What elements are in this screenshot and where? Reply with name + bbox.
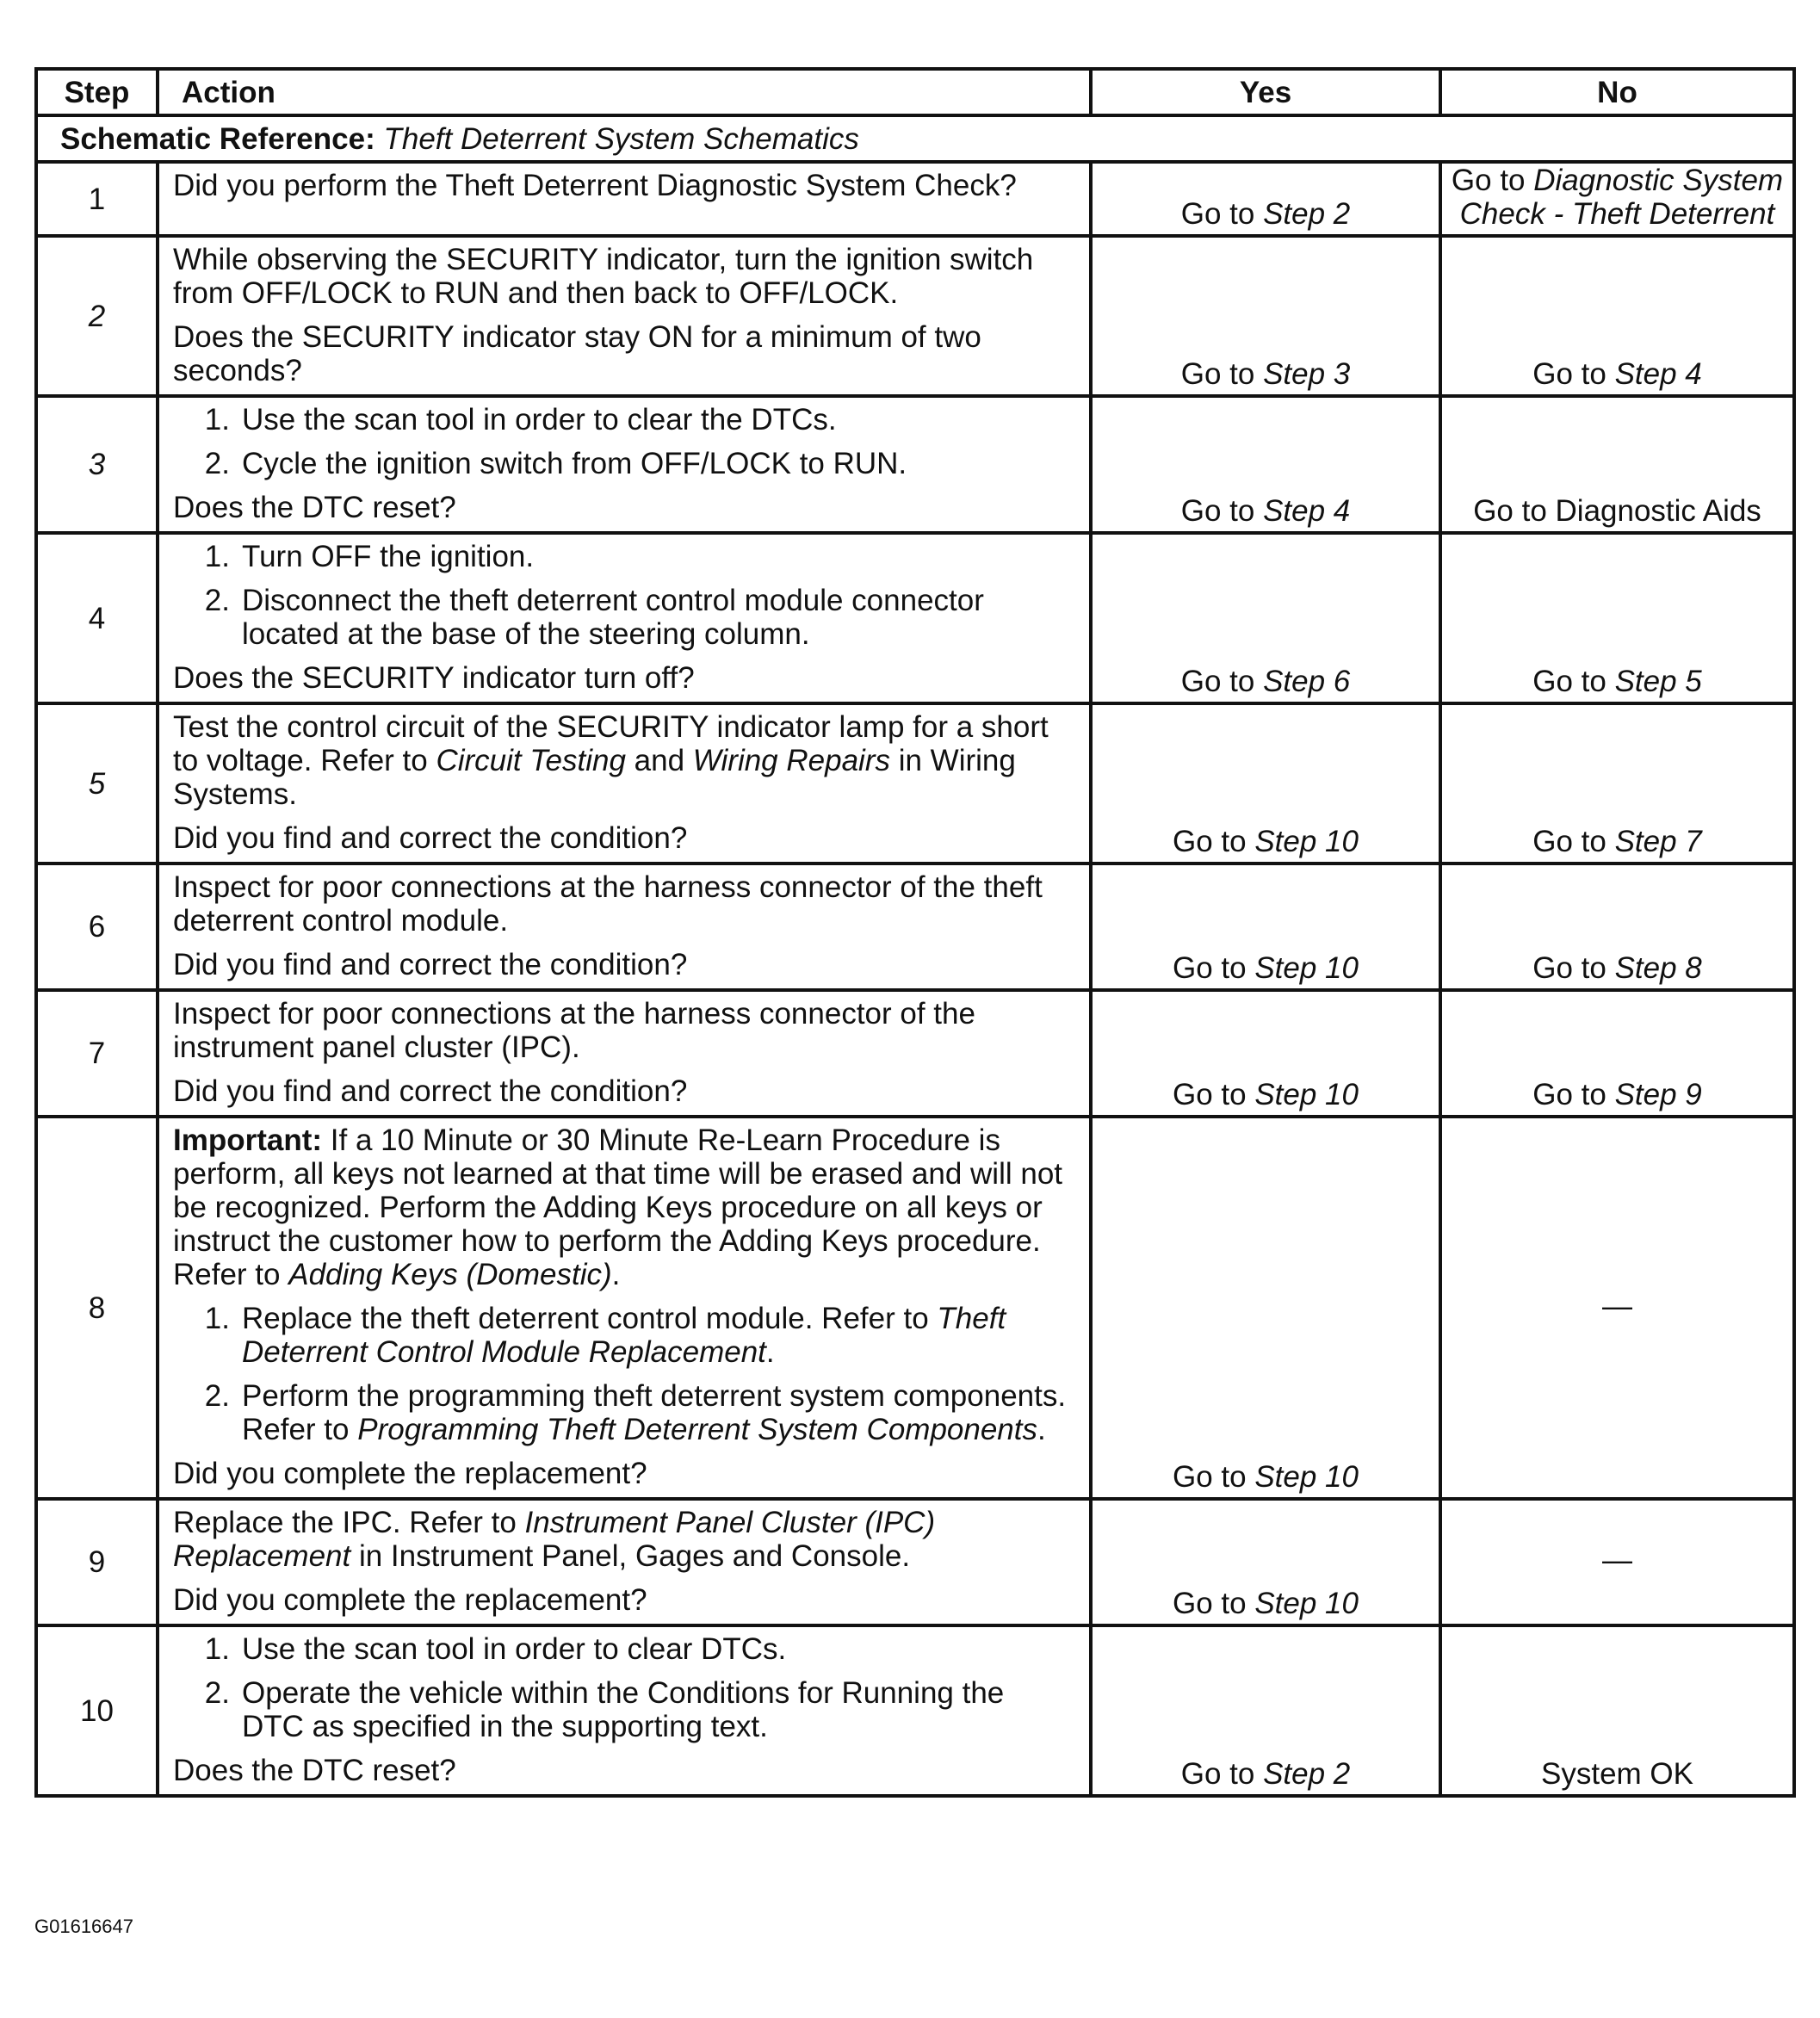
table-row [36, 703, 1794, 864]
reference-text: Step 9 [1614, 1078, 1702, 1111]
action-text [173, 870, 1070, 938]
action-cell [158, 990, 1091, 1117]
list-item [173, 447, 1070, 480]
text-segment: . [611, 1258, 621, 1291]
bold-text: Important: [173, 1124, 323, 1157]
text-segment: Cycle the ignition switch from OFF/LOCK to RUN. [242, 447, 907, 480]
reference-text: Step 4 [1263, 494, 1351, 528]
action-cell [158, 1625, 1091, 1796]
text-segment: Go to [1532, 1078, 1615, 1111]
text-segment: Go to Diagnostic Aids [1473, 494, 1761, 528]
no-cell [1440, 162, 1794, 236]
list-number: 2. [204, 584, 230, 617]
step-number-text: 8 [88, 1291, 106, 1325]
no-cell [1440, 1117, 1794, 1499]
table-row [36, 236, 1794, 396]
no-cell [1440, 236, 1794, 396]
reference-text: Step 4 [1614, 357, 1702, 391]
step-number [36, 990, 158, 1117]
yes-cell [1091, 1625, 1440, 1796]
text-segment: Go to [1173, 1587, 1255, 1620]
text-segment: in Instrument Panel, Gages and Console. [350, 1539, 911, 1573]
text-segment: Go to [1532, 951, 1615, 985]
action-cell [158, 703, 1091, 864]
list-item-text [242, 540, 1070, 573]
yes-cell [1091, 162, 1440, 236]
table-row [36, 1625, 1794, 1796]
list-item [173, 1676, 1070, 1743]
text-segment: Go to [1180, 665, 1264, 698]
step-number-text: 5 [88, 766, 106, 801]
yes-cell [1091, 703, 1440, 864]
schematic-reference-cell [36, 115, 1794, 162]
action-text [173, 661, 1070, 695]
step-number [36, 1625, 158, 1796]
action-text [173, 821, 1070, 855]
reference-text: Step 5 [1614, 665, 1702, 698]
list-item-text [242, 403, 1070, 436]
yes-cell [1091, 1499, 1440, 1625]
no-cell [1440, 1499, 1794, 1625]
table-row [36, 1499, 1794, 1625]
action-text [173, 710, 1070, 811]
text-segment: Does the DTC reset? [173, 491, 456, 524]
reference-text: Adding Keys (Domestic) [288, 1258, 612, 1291]
text-segment: Replace the theft deterrent control module. Refer to [242, 1302, 938, 1335]
schematic-reference-value: Theft Deterrent System Schematics [383, 121, 859, 156]
action-cell [158, 236, 1091, 396]
text-segment: in Wiring Systems. [173, 744, 1016, 811]
action-cell [158, 162, 1091, 236]
text-segment: Test the control circuit of the SECURITY indicator lamp for a short to voltage. Refer to [173, 710, 1049, 777]
reference-text: Programming Theft Deterrent System Components [357, 1413, 1037, 1446]
step-number-text: 1 [88, 182, 106, 216]
step-number [36, 533, 158, 703]
yes-cell [1091, 990, 1440, 1117]
no-cell [1440, 990, 1794, 1117]
step-number [36, 864, 158, 990]
step-number [36, 236, 158, 396]
step-number-text: 6 [88, 910, 106, 944]
reference-text: Step 7 [1614, 825, 1702, 858]
action-text [173, 320, 1070, 387]
text-segment: Go to [1532, 825, 1615, 858]
table-row [36, 1117, 1794, 1499]
step-number [36, 1117, 158, 1499]
no-cell [1440, 703, 1794, 864]
text-segment: Turn OFF the ignition. [242, 540, 535, 573]
step-number-text: 7 [88, 1037, 106, 1070]
yes-cell [1091, 396, 1440, 533]
text-segment: Go to [1173, 825, 1255, 858]
action-text [173, 243, 1070, 310]
reference-text: Circuit Testing [436, 744, 626, 777]
step-number-text: 10 [80, 1693, 114, 1728]
header-row [36, 69, 1794, 115]
text-segment: . [765, 1335, 775, 1369]
text-segment: — [1602, 1289, 1632, 1323]
action-cell [158, 864, 1091, 990]
text-segment: Replace the IPC. Refer to [173, 1506, 525, 1539]
action-text [173, 1074, 1070, 1108]
list-number: 1. [204, 1632, 230, 1666]
action-text [173, 169, 1070, 202]
text-segment: Did you find and correct the condition? [173, 948, 688, 981]
no-cell [1440, 533, 1794, 703]
text-segment: Go to [1180, 357, 1264, 391]
action-cell [158, 396, 1091, 533]
yes-cell [1091, 533, 1440, 703]
list-number: 2. [204, 1379, 230, 1413]
list-item-text [242, 1302, 1070, 1369]
text-segment: Go to [1173, 1078, 1255, 1111]
yes-cell [1091, 236, 1440, 396]
table-row [36, 990, 1794, 1117]
text-segment: — [1602, 1544, 1632, 1577]
text-segment: Did you perform the Theft Deterrent Diagnostic System Check? [173, 169, 1017, 202]
text-segment: Did you find and correct the condition? [173, 821, 688, 855]
yes-cell [1091, 1117, 1440, 1499]
list-number: 1. [204, 403, 230, 436]
action-text [173, 1583, 1070, 1617]
table-row [36, 396, 1794, 533]
schematic-reference-row [36, 115, 1794, 162]
step-number [36, 703, 158, 864]
text-segment: . [1037, 1413, 1046, 1446]
action-text [173, 1457, 1070, 1490]
action-text [173, 1754, 1070, 1787]
reference-text: Step 6 [1263, 665, 1351, 698]
step-number [36, 162, 158, 236]
list-item [173, 1302, 1070, 1369]
no-cell [1440, 864, 1794, 990]
reference-text: Step 10 [1254, 1587, 1359, 1620]
text-segment: Go to [1173, 1460, 1255, 1494]
list-item-text [242, 447, 1070, 480]
text-segment: Did you complete the replacement? [173, 1457, 647, 1490]
action-text [173, 948, 1070, 981]
text-segment: Inspect for poor connections at the harness connector of the theft deterrent control module. [173, 870, 1043, 938]
reference-text: Step 2 [1263, 197, 1351, 231]
text-segment: Does the SECURITY indicator stay ON for a minimum of two seconds? [173, 320, 981, 387]
table-row [36, 162, 1794, 236]
action-text [173, 997, 1070, 1064]
reference-text: Step 10 [1254, 1460, 1359, 1494]
list-item-text [242, 1632, 1070, 1666]
list-number: 1. [204, 540, 230, 573]
table-row [36, 533, 1794, 703]
text-segment: While observing the SECURITY indicator, turn the ignition switch from OFF/LOCK to RUN and then back to OFF/LOCK. [173, 243, 1034, 310]
text-segment: Use the scan tool in order to clear DTCs. [242, 1632, 787, 1666]
schematic-reference-label: Schematic Reference: [60, 121, 375, 156]
action-text [173, 1506, 1070, 1573]
action-cell [158, 1117, 1091, 1499]
yes-cell [1091, 864, 1440, 990]
text-segment: Go to [1532, 665, 1615, 698]
text-segment: Go to [1451, 164, 1534, 197]
reference-text: Theft Deterrent Control Module Replacement [242, 1302, 1006, 1369]
reference-text: Step 3 [1263, 357, 1351, 391]
diagnostic-table [34, 67, 1796, 1798]
action-cell [158, 1499, 1091, 1625]
header-no: No [1440, 69, 1794, 115]
action-text [173, 1124, 1070, 1291]
reference-text: Instrument Panel Cluster (IPC) Replacement [173, 1506, 936, 1573]
text-segment: Does the SECURITY indicator turn off? [173, 661, 695, 695]
text-segment: Did you complete the replacement? [173, 1583, 647, 1617]
text-segment: Perform the programming theft deterrent system components. Refer to [242, 1379, 1067, 1446]
reference-text: Step 10 [1254, 1078, 1359, 1111]
step-number-text: 3 [88, 448, 106, 481]
figure-id: G01616647 [34, 1916, 133, 1937]
text-segment: Inspect for poor connections at the harness connector of the instrument panel cluster (IPC). [173, 997, 975, 1064]
reference-text: Step 8 [1614, 951, 1702, 985]
header-yes: Yes [1091, 69, 1440, 115]
step-number [36, 396, 158, 533]
list-item-text [242, 1676, 1070, 1743]
list-item-text [242, 584, 1070, 651]
list-item [173, 584, 1070, 651]
action-text [173, 491, 1070, 524]
text-segment: Use the scan tool in order to clear the DTCs. [242, 403, 837, 436]
text-segment: System OK [1541, 1757, 1693, 1791]
list-item [173, 403, 1070, 436]
header-action: Action [158, 69, 1091, 115]
list-number: 2. [204, 1676, 230, 1710]
text-segment: Operate the vehicle within the Conditions for Running the DTC as specified in the supporting text. [242, 1676, 1005, 1743]
text-segment: Go to [1532, 357, 1615, 391]
text-segment: Disconnect the theft deterrent control module connector located at the base of the steering column. [242, 584, 984, 651]
reference-text: Step 10 [1254, 951, 1359, 985]
header-step: Step [36, 69, 158, 115]
no-cell [1440, 396, 1794, 533]
step-number [36, 1499, 158, 1625]
text-segment: Did you find and correct the condition? [173, 1074, 688, 1108]
text-segment: Does the DTC reset? [173, 1754, 456, 1787]
text-segment: Go to [1173, 951, 1255, 985]
reference-text: Wiring Repairs [692, 744, 890, 777]
table-row [36, 864, 1794, 990]
list-item [173, 1379, 1070, 1446]
table-body [36, 115, 1794, 1796]
text-segment: If a 10 Minute or 30 Minute Re-Learn Procedure is perform, all keys not learned at that time will be erased and will not be recognized. Perform the Adding Keys procedure on all keys or instruct the customer how to perform the Adding Keys procedure. Refer to [173, 1124, 1063, 1291]
step-number-text: 4 [88, 601, 106, 635]
step-number-text: 9 [88, 1545, 106, 1579]
list-item [173, 540, 1070, 573]
text-segment: Go to [1180, 1757, 1264, 1791]
reference-text: Diagnostic System Check - Theft Deterrent [1459, 164, 1784, 231]
list-item-text [242, 1379, 1070, 1446]
step-number-text: 2 [88, 299, 106, 333]
list-number: 2. [204, 447, 230, 480]
no-cell [1440, 1625, 1794, 1796]
list-number: 1. [204, 1302, 230, 1335]
reference-text: Step 10 [1254, 825, 1359, 858]
list-item [173, 1632, 1070, 1666]
text-segment: Go to [1180, 494, 1264, 528]
reference-text: Step 2 [1263, 1757, 1351, 1791]
action-cell [158, 533, 1091, 703]
text-segment: and [625, 744, 693, 777]
text-segment: Go to [1180, 197, 1264, 231]
